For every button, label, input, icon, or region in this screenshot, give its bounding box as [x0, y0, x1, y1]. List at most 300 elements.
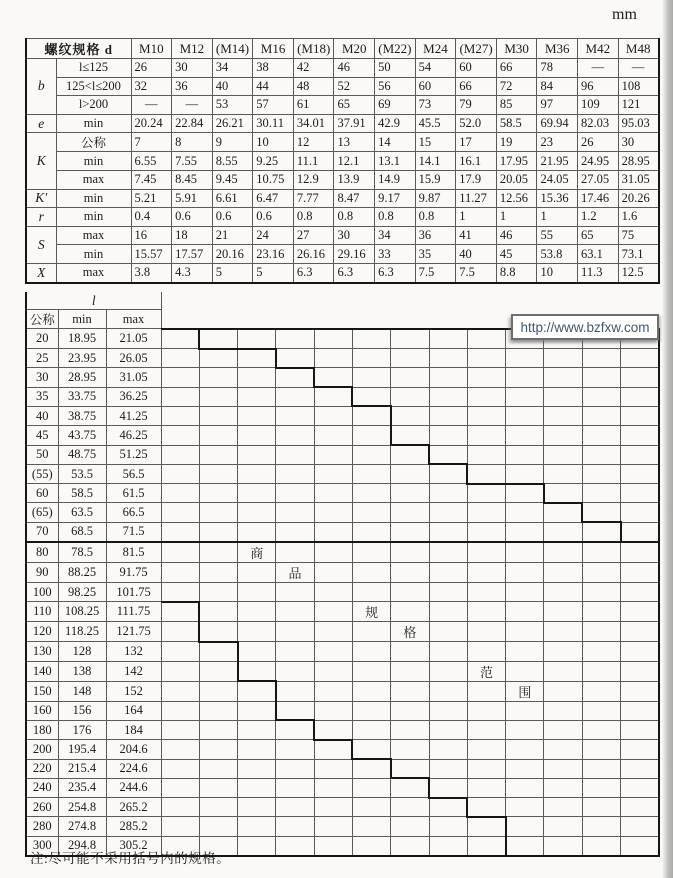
range-grid-cell [352, 464, 390, 483]
range-grid-cell [276, 329, 314, 349]
row-sub-label: max [56, 263, 131, 282]
range-grid-cell [621, 622, 659, 642]
range-grid-cell [467, 349, 505, 368]
range-grid-cell [352, 329, 390, 349]
watermark-url[interactable]: http://www.bzfxw.com [520, 319, 650, 335]
row-sub-label: min [56, 208, 131, 227]
spec-value-cell: 7.5 [415, 263, 456, 282]
spec-value-cell: 34 [375, 226, 416, 245]
length-min-cell: 23.95 [58, 349, 106, 368]
range-grid-cell [276, 503, 314, 522]
column-header-M12: M12 [172, 39, 213, 59]
range-grid-cell [506, 445, 544, 464]
range-grid-cell [544, 563, 582, 583]
range-grid-cell [544, 740, 582, 759]
range-grid-cell [621, 349, 659, 368]
spec-value-cell: 15.36 [537, 189, 578, 208]
range-grid-cell [582, 368, 620, 387]
spacer-cell [161, 310, 199, 329]
range-grid-cell [582, 563, 620, 583]
range-grid-cell [621, 522, 659, 542]
length-min-cell: 28.95 [58, 368, 106, 387]
range-grid-cell [506, 836, 544, 855]
range-grid-cell [161, 740, 199, 759]
range-grid-cell [276, 542, 314, 563]
spacer-cell [391, 292, 429, 310]
range-grid-cell [429, 740, 467, 759]
range-grid-cell [161, 387, 199, 406]
length-col-header: 公称 [26, 310, 58, 329]
range-grid-cell [506, 817, 544, 836]
row-group-label: K [26, 133, 56, 189]
spec-value-cell: 37.91 [334, 114, 375, 133]
range-grid-cell [199, 701, 237, 720]
column-header-M30: M30 [496, 39, 537, 59]
range-grid-cell [582, 542, 620, 563]
spec-value-cell: 82.03 [578, 114, 619, 133]
range-grid-cell [238, 387, 276, 406]
range-grid-cell [276, 622, 314, 642]
length-min-cell: 235.4 [58, 778, 106, 797]
range-grid-cell [544, 701, 582, 720]
spec-value-cell: 8.55 [212, 152, 253, 171]
range-grid-cell [391, 720, 429, 739]
spec-value-cell: 20.26 [618, 189, 659, 208]
range-grid-cell [314, 622, 352, 642]
spec-value-cell: 55 [537, 226, 578, 245]
spacer-cell [161, 292, 199, 310]
spec-value-cell: 1.2 [578, 208, 619, 227]
length-nominal-cell: 20 [26, 329, 58, 349]
range-grid-cell [276, 426, 314, 445]
spec-value-cell: 17 [456, 133, 497, 152]
range-grid-cell [238, 484, 276, 503]
spec-value-cell: 22.84 [172, 114, 213, 133]
range-grid-cell [161, 622, 199, 642]
column-header-(M22): (M22) [375, 39, 416, 59]
range-grid-cell [467, 563, 505, 583]
range-grid-cell [238, 740, 276, 759]
range-grid-cell [467, 759, 505, 778]
range-grid-cell [429, 836, 467, 855]
length-max-cell: 305.2 [106, 836, 161, 855]
range-grid-cell [544, 522, 582, 542]
spec-value-cell: 26 [131, 59, 172, 78]
spec-value-cell: 13.1 [375, 152, 416, 171]
range-grid-cell [161, 681, 199, 701]
row-group-label: r [26, 208, 56, 227]
range-grid-cell [276, 602, 314, 622]
length-nominal-cell: 260 [26, 798, 58, 817]
spec-value-cell: 3.8 [131, 263, 172, 282]
spacer-cell [506, 292, 544, 310]
spec-value-cell: 65 [334, 96, 375, 115]
range-grid-cell [544, 602, 582, 622]
range-grid-cell [238, 602, 276, 622]
length-max-cell: 184 [106, 720, 161, 739]
spec-value-cell: 63.1 [578, 245, 619, 264]
spec-value-cell: 10 [537, 263, 578, 282]
spec-value-cell: 65 [578, 226, 619, 245]
spec-value-cell: 26.16 [293, 245, 334, 264]
range-grid-cell [391, 503, 429, 522]
spec-value-cell: 38 [253, 59, 294, 78]
range-grid-cell [276, 406, 314, 425]
range-grid-cell [467, 464, 505, 483]
range-grid-cell [314, 329, 352, 349]
spec-value-cell: 0.6 [212, 208, 253, 227]
range-grid-cell [238, 778, 276, 797]
spacer-cell [621, 292, 659, 310]
range-grid-cell [276, 583, 314, 602]
length-min-cell: 156 [58, 701, 106, 720]
range-grid-cell [467, 720, 505, 739]
length-nominal-cell: 60 [26, 484, 58, 503]
range-grid-cell [506, 720, 544, 739]
range-grid-cell [276, 759, 314, 778]
range-grid-cell [314, 798, 352, 817]
column-header-(M14): (M14) [212, 39, 253, 59]
range-grid-cell [352, 563, 390, 583]
range-grid-cell [621, 720, 659, 739]
range-grid-cell [199, 720, 237, 739]
row-sub-label: 125<l≤200 [56, 77, 131, 96]
range-grid-cell [621, 426, 659, 445]
range-grid-cell [391, 368, 429, 387]
length-col-header: max [106, 310, 161, 329]
spec-value-cell: 53 [212, 96, 253, 115]
spec-value-cell: 9.25 [253, 152, 294, 171]
range-grid-cell [467, 406, 505, 425]
range-grid-cell [238, 329, 276, 349]
row-group-label: e [26, 114, 56, 133]
length-nominal-cell: (55) [26, 464, 58, 483]
spec-value-cell: 11.1 [293, 152, 334, 171]
spec-value-cell: 16.1 [456, 152, 497, 171]
range-grid-cell [544, 503, 582, 522]
range-grid-cell [161, 542, 199, 563]
length-max-cell: 61.5 [106, 484, 161, 503]
range-grid-cell [467, 387, 505, 406]
range-grid-cell [391, 740, 429, 759]
row-sub-label: min [56, 245, 131, 264]
range-grid-cell [314, 406, 352, 425]
spec-value-cell: 73 [415, 96, 456, 115]
range-grid-cell [199, 445, 237, 464]
spec-value-cell: 9.87 [415, 189, 456, 208]
spec-value-cell: 57 [253, 96, 294, 115]
range-grid-cell [544, 406, 582, 425]
length-min-cell: 48.75 [58, 445, 106, 464]
spec-value-cell: 17.46 [578, 189, 619, 208]
length-nominal-cell: 80 [26, 542, 58, 563]
range-grid-cell [314, 817, 352, 836]
spec-value-cell: 85 [496, 96, 537, 115]
spec-value-cell: — [578, 59, 619, 78]
range-grid-cell [544, 642, 582, 661]
spacer-cell [429, 310, 467, 329]
spec-value-cell: 69 [375, 96, 416, 115]
range-grid-cell [314, 720, 352, 739]
range-grid-cell [506, 642, 544, 661]
spec-value-cell: 44 [253, 77, 294, 96]
spec-value-cell: 6.47 [253, 189, 294, 208]
range-grid-cell [238, 759, 276, 778]
spec-value-cell: 6.55 [131, 152, 172, 171]
range-grid-cell [161, 701, 199, 720]
range-grid-cell [199, 622, 237, 642]
range-grid-cell [506, 522, 544, 542]
range-grid-cell [352, 583, 390, 602]
length-max-cell: 265.2 [106, 798, 161, 817]
range-grid-cell [582, 720, 620, 739]
lower-length-table [25, 292, 660, 857]
range-grid-cell [314, 759, 352, 778]
spec-value-cell: 7.5 [456, 263, 497, 282]
range-grid-cell [352, 740, 390, 759]
range-grid-cell [391, 406, 429, 425]
spec-value-cell: 7.77 [293, 189, 334, 208]
range-grid-cell [582, 642, 620, 661]
length-min-cell: 38.75 [58, 406, 106, 425]
spec-value-cell: 17.9 [456, 170, 497, 189]
range-grid-cell [161, 349, 199, 368]
range-grid-cell [429, 406, 467, 425]
range-grid-cell [467, 426, 505, 445]
range-grid-cell [467, 817, 505, 836]
spec-value-cell: 31.05 [618, 170, 659, 189]
column-header-M20: M20 [334, 39, 375, 59]
range-grid-cell [352, 681, 390, 701]
range-grid-cell [582, 426, 620, 445]
range-grid-cell [199, 426, 237, 445]
length-max-cell: 31.05 [106, 368, 161, 387]
range-grid-cell [276, 464, 314, 483]
range-grid-cell [467, 642, 505, 661]
length-max-cell: 204.6 [106, 740, 161, 759]
watermark-box[interactable] [511, 314, 659, 340]
spec-value-cell: 0.8 [375, 208, 416, 227]
range-caption-cell: 规 [352, 602, 390, 622]
range-grid-cell [199, 542, 237, 563]
spec-value-cell: 50 [375, 59, 416, 78]
range-grid-cell [506, 661, 544, 681]
range-grid-cell [199, 642, 237, 661]
range-grid-cell [544, 622, 582, 642]
spec-value-cell: 29.16 [334, 245, 375, 264]
row-group-label: b [26, 59, 56, 115]
length-nominal-cell: 30 [26, 368, 58, 387]
range-grid-cell [467, 740, 505, 759]
range-grid-cell [199, 368, 237, 387]
spacer-cell [391, 310, 429, 329]
spacer-cell [314, 292, 352, 310]
range-grid-cell [582, 445, 620, 464]
length-min-cell: 58.5 [58, 484, 106, 503]
range-grid-cell [544, 349, 582, 368]
range-grid-cell [506, 464, 544, 483]
spec-value-cell: 9.17 [375, 189, 416, 208]
range-grid-cell [429, 778, 467, 797]
range-grid-cell [161, 778, 199, 797]
range-grid-cell [582, 583, 620, 602]
range-grid-cell [506, 387, 544, 406]
length-nominal-cell: 220 [26, 759, 58, 778]
spec-value-cell: 28.95 [618, 152, 659, 171]
row-sub-label: min [56, 189, 131, 208]
length-min-cell: 128 [58, 642, 106, 661]
range-grid-cell [238, 426, 276, 445]
row-sub-label: l≤125 [56, 59, 131, 78]
spec-value-cell: 30 [618, 133, 659, 152]
range-grid-cell [238, 522, 276, 542]
range-grid-cell [429, 464, 467, 483]
column-header-M48: M48 [618, 39, 659, 59]
range-grid-cell [199, 740, 237, 759]
range-grid-cell [199, 349, 237, 368]
range-grid-cell [621, 484, 659, 503]
range-grid-cell [429, 445, 467, 464]
range-grid-cell [582, 798, 620, 817]
range-grid-cell [391, 681, 429, 701]
range-grid-cell [238, 503, 276, 522]
range-grid-cell [467, 602, 505, 622]
length-min-cell: 274.8 [58, 817, 106, 836]
spec-value-cell: 27 [293, 226, 334, 245]
range-grid-cell [238, 798, 276, 817]
range-grid-cell [391, 778, 429, 797]
row-group-label: K′ [26, 189, 56, 208]
spacer-cell [352, 292, 390, 310]
spec-value-cell: 78 [537, 59, 578, 78]
range-grid-cell [582, 681, 620, 701]
spec-value-cell: 9 [212, 133, 253, 152]
range-grid-cell [467, 798, 505, 817]
spec-value-cell: 96 [578, 77, 619, 96]
range-grid-cell [467, 484, 505, 503]
spec-value-cell: 10.75 [253, 170, 294, 189]
range-grid-cell [429, 503, 467, 522]
range-grid-cell [621, 368, 659, 387]
range-grid-cell [199, 583, 237, 602]
range-grid-cell [429, 642, 467, 661]
range-grid-cell [276, 701, 314, 720]
range-grid-cell [238, 836, 276, 855]
spec-value-cell: 34 [212, 59, 253, 78]
spec-value-cell: 8.45 [172, 170, 213, 189]
length-max-cell: 132 [106, 642, 161, 661]
range-grid-cell [429, 542, 467, 563]
length-nominal-cell: 70 [26, 522, 58, 542]
range-grid-cell [199, 522, 237, 542]
range-grid-cell [199, 798, 237, 817]
range-grid-cell [199, 387, 237, 406]
range-grid-cell [161, 602, 199, 622]
range-grid-cell [621, 778, 659, 797]
spec-value-cell: 24.95 [578, 152, 619, 171]
range-grid-cell [238, 368, 276, 387]
length-nominal-cell: 40 [26, 406, 58, 425]
row-sub-label: 公称 [56, 133, 131, 152]
range-grid-cell [391, 759, 429, 778]
range-grid-cell [276, 778, 314, 797]
length-max-cell: 71.5 [106, 522, 161, 542]
length-min-cell: 98.25 [58, 583, 106, 602]
spec-value-cell: 33 [375, 245, 416, 264]
range-grid-cell [544, 542, 582, 563]
range-grid-cell [391, 661, 429, 681]
range-grid-cell [199, 329, 237, 349]
range-grid-cell [161, 661, 199, 681]
spec-value-cell: 27.05 [578, 170, 619, 189]
column-header-M24: M24 [415, 39, 456, 59]
range-grid-cell [429, 387, 467, 406]
spacer-cell [467, 310, 505, 329]
range-grid-cell [429, 602, 467, 622]
range-grid-cell [467, 778, 505, 797]
range-caption-cell: 商 [238, 542, 276, 563]
range-grid-cell [238, 701, 276, 720]
range-grid-cell [161, 522, 199, 542]
length-max-cell: 81.5 [106, 542, 161, 563]
spec-value-cell: 12.56 [496, 189, 537, 208]
range-grid-cell [161, 406, 199, 425]
spec-value-cell: 121 [618, 96, 659, 115]
spec-value-cell: 21 [212, 226, 253, 245]
range-grid-cell [238, 349, 276, 368]
range-grid-cell [391, 522, 429, 542]
range-grid-cell [314, 445, 352, 464]
range-grid-cell [161, 817, 199, 836]
length-nominal-cell: 140 [26, 661, 58, 681]
spec-value-cell: 12 [293, 133, 334, 152]
range-grid-cell [352, 522, 390, 542]
length-min-cell: 63.5 [58, 503, 106, 522]
length-max-cell: 101.75 [106, 583, 161, 602]
range-grid-cell [352, 503, 390, 522]
column-header-M36: M36 [537, 39, 578, 59]
range-grid-cell [467, 622, 505, 642]
spec-value-cell: 36 [172, 77, 213, 96]
range-grid-cell [544, 661, 582, 681]
spacer-cell [238, 310, 276, 329]
range-grid-cell [238, 563, 276, 583]
spec-value-cell: 1 [496, 208, 537, 227]
spec-value-cell: 108 [618, 77, 659, 96]
range-grid-cell [276, 445, 314, 464]
range-caption-cell: 品 [276, 563, 314, 583]
length-nominal-cell: 120 [26, 622, 58, 642]
range-grid-cell [276, 642, 314, 661]
column-header-(M18): (M18) [293, 39, 334, 59]
range-grid-cell [429, 368, 467, 387]
spec-value-cell: 60 [456, 59, 497, 78]
range-grid-cell [238, 681, 276, 701]
range-grid-cell [429, 661, 467, 681]
range-grid-cell [314, 681, 352, 701]
range-caption-cell: 格 [391, 622, 429, 642]
length-min-cell: 254.8 [58, 798, 106, 817]
length-max-cell: 46.25 [106, 426, 161, 445]
range-grid-cell [621, 642, 659, 661]
spec-value-cell: 5.91 [172, 189, 213, 208]
range-grid-cell [238, 642, 276, 661]
range-grid-cell [314, 583, 352, 602]
range-grid-cell [276, 484, 314, 503]
range-grid-cell [429, 484, 467, 503]
range-grid-cell [391, 836, 429, 855]
range-grid-cell [391, 542, 429, 563]
